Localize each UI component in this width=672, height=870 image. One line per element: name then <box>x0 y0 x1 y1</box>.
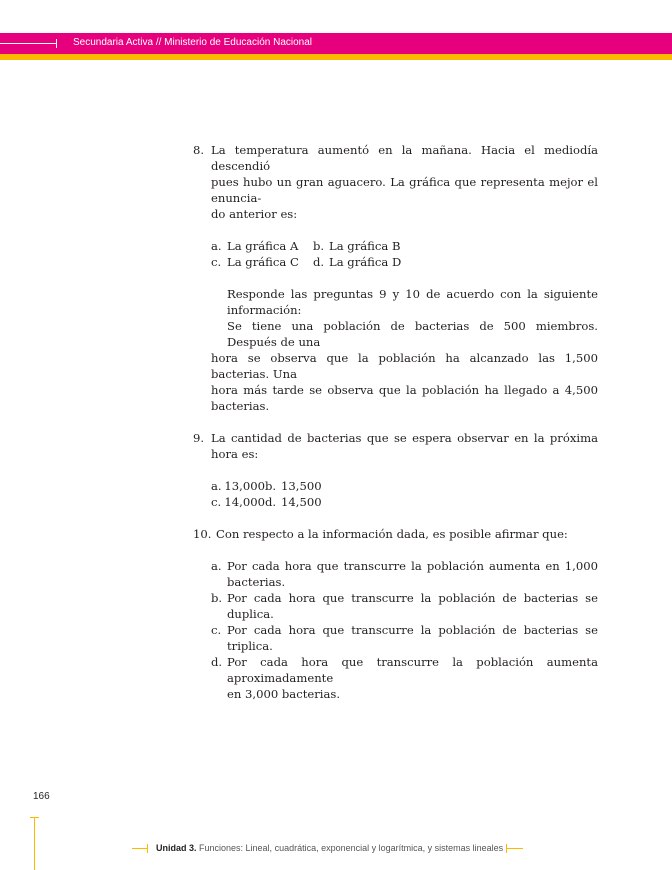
question-line: do anterior es: <box>211 207 298 221</box>
question-9 <box>193 430 598 462</box>
option-b: b. Por cada hora que transcurre la población de bacterias se duplica. <box>211 591 598 621</box>
question-number: 10. <box>193 527 212 541</box>
question-number: 8. <box>193 143 205 157</box>
option-line: Por cada hora que transcurre la población aumenta aproximadamente <box>227 655 598 685</box>
page-content <box>193 142 598 702</box>
option-d: d. 14,500 <box>265 495 322 509</box>
margin-rule <box>34 817 35 870</box>
option-c: c. Por cada hora que transcurre la población de bacterias se triplica. <box>211 623 598 653</box>
option-b: b. 13,500 <box>265 479 322 493</box>
margin-rule-tick <box>30 817 39 818</box>
question-text: La cantidad de bacterias que se espera observar en la próxima hora es: <box>211 431 598 461</box>
footer-unit <box>156 843 503 853</box>
option-b: b. La gráfica B <box>313 239 401 253</box>
question-8-options <box>211 238 598 270</box>
info-paragraph <box>211 286 598 414</box>
option-d: d. Por cada hora que transcurre la población aumenta aproximadamente en 3,000 bacterias. <box>211 655 598 701</box>
footer-tick-left <box>147 844 148 853</box>
question-line: La temperatura aumentó en la mañana. Hacia el mediodía descendió <box>211 143 598 173</box>
question-text: Con respecto a la información dada, es posible afirmar que: <box>216 527 568 541</box>
header-rule-tick <box>56 39 57 48</box>
option-d: d. La gráfica D <box>313 255 402 269</box>
question-10 <box>193 526 598 542</box>
info-line: Se tiene una población de bacterias de 500 miembros. Después de una <box>227 319 598 349</box>
question-line: pues hubo un gran aguacero. La gráfica que representa mejor el enuncia- <box>211 175 598 205</box>
option-c: c. La gráfica C <box>211 255 299 269</box>
footer-unit-label: Unidad 3. <box>156 843 197 853</box>
question-8 <box>193 142 598 222</box>
option-a: a. 13,000 <box>211 479 265 493</box>
option-a: a. La gráfica A <box>211 239 299 253</box>
header-stripe <box>0 54 672 60</box>
header-title: Secundaria Activa // Ministerio de Educación Nacional <box>73 37 313 48</box>
footer-unit-title: Funciones: Lineal, cuadrática, exponencial y logarítmica, y sistemas lineales <box>196 843 504 853</box>
header-rule <box>0 43 56 44</box>
info-line: Responde las preguntas 9 y 10 de acuerdo con la siguiente información: <box>227 287 598 317</box>
question-9-options <box>211 478 598 510</box>
option-line: en 3,000 bacterias. <box>227 687 341 701</box>
page-number: 166 <box>33 791 50 802</box>
info-line: hora más tarde se observa que la población ha llegado a 4,500 bacterias. <box>211 383 598 413</box>
question-number: 9. <box>193 431 205 445</box>
option-a: a. Por cada hora que transcurre la población aumenta en 1,000 bacterias. <box>211 559 598 589</box>
footer-rule-right <box>507 848 523 849</box>
footer-rule-left <box>132 848 147 849</box>
info-line: hora se observa que la población ha alcanzado las 1,500 bacterias. Una <box>211 351 598 381</box>
question-text <box>211 142 598 222</box>
option-c: c. 14,000 <box>211 495 265 509</box>
